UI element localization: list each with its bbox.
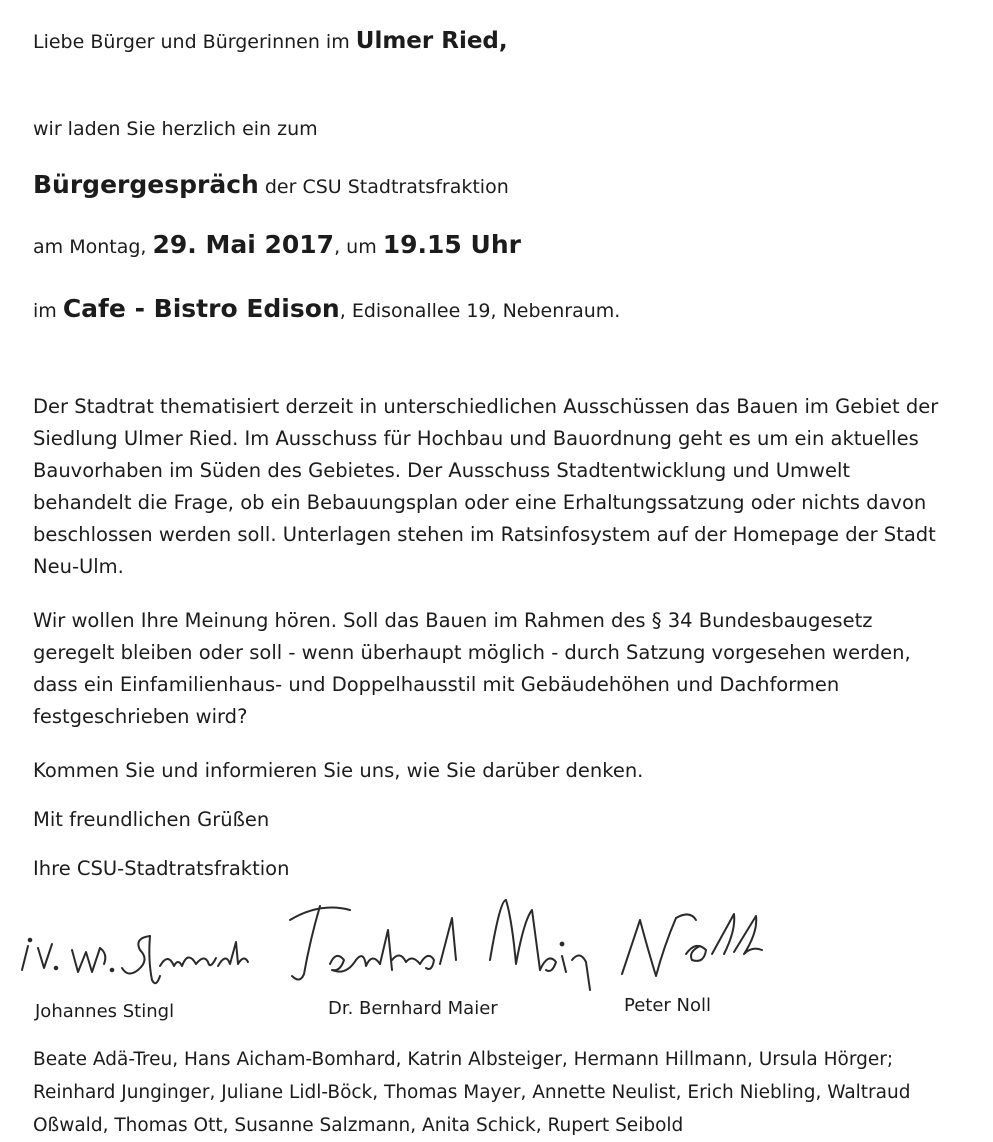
paragraph-1-line: Bauvorhaben im Süden des Gebietes. Der Ausschuss Stadtentwicklung und Umwelt — [33, 459, 851, 482]
members-line: Oßwald, Thomas Ott, Susanne Salzmann, Anita Schick, Rupert Seibold — [33, 1115, 684, 1136]
paragraph-2 — [33, 605, 911, 733]
event-time: 19.15 Uhr — [382, 230, 521, 259]
signatory-name: Dr. Bernhard Maier — [328, 998, 498, 1019]
signature-osswald — [22, 936, 248, 983]
members-line: Beate Adä-Treu, Hans Aicham-Bomhard, Katrin Albsteiger, Hermann Hillmann, Ursula Hörger; — [33, 1049, 894, 1070]
paragraph-1-line: behandelt die Frage, ob ein Bebauungsplan oder eine Erhaltungssatzung oder nichts davon — [33, 491, 927, 514]
signatures-graphic — [0, 880, 993, 1010]
event-rest: der CSU Stadtratsfraktion — [258, 176, 509, 198]
paragraph-1 — [33, 391, 938, 583]
greeting-prefix: Liebe Bürger und Bürgerinnen im — [33, 31, 356, 53]
members-list — [33, 1043, 910, 1142]
signature-maier — [290, 900, 590, 990]
event-line — [33, 170, 509, 199]
paragraph-2-line: dass ein Einfamilienhaus- und Doppelhausstil mit Gebäudehöhen und Dachformen — [33, 673, 840, 696]
members-line: Reinhard Junginger, Juliane Lidl-Böck, Thomas Mayer, Annette Neulist, Erich Niebling, Waltraud — [33, 1082, 911, 1103]
paragraph-2-line: festgeschrieben wird? — [33, 705, 248, 728]
venue-rest: , Edisonallee 19, Nebenraum. — [339, 300, 621, 322]
greeting-suffix: , — [498, 28, 508, 54]
greeting-line — [33, 28, 508, 54]
closing-invite: Kommen Sie und informieren Sie uns, wie Sie darüber denken. — [33, 759, 644, 782]
signatory-name: Peter Noll — [624, 995, 712, 1016]
paragraph-2-line: Wir wollen Ihre Meinung hören. Soll das Bauen im Rahmen des § 34 Bundesbaugesetz — [33, 609, 873, 632]
event-title: Bürgergespräch — [33, 170, 259, 199]
closing-sender: Ihre CSU-Stadtratsfraktion — [33, 857, 290, 880]
date-line — [33, 230, 521, 259]
venue-line — [33, 294, 620, 323]
paragraph-1-line: Neu-Ulm. — [33, 555, 124, 578]
paragraph-1-line: beschlossen werden soll. Unterlagen stehen im Ratsinfosystem auf der Homepage der Stadt — [33, 523, 936, 546]
closing-regards: Mit freundlichen Grüßen — [33, 808, 270, 831]
signature-noll — [622, 914, 762, 976]
date-prefix: am Montag, — [33, 236, 153, 258]
paragraph-1-line: Siedlung Ulmer Ried. Im Ausschuss für Hochbau und Bauordnung geht es um ein aktuelles — [33, 427, 919, 450]
greeting-place: Ulmer Ried — [355, 28, 499, 54]
signatory-name: Johannes Stingl — [35, 1001, 175, 1022]
venue-name: Cafe - Bistro Edison — [62, 294, 340, 323]
paragraph-2-line: geregelt bleiben oder soll - wenn überhaupt möglich - durch Satzung vorgesehen werden, — [33, 641, 911, 664]
invite-intro: wir laden Sie herzlich ein zum — [33, 118, 318, 140]
paragraph-1-line: Der Stadtrat thematisiert derzeit in unterschiedlichen Ausschüssen das Bauen im Gebiet der — [33, 395, 939, 418]
time-prefix: , um — [334, 236, 383, 258]
venue-prefix: im — [33, 300, 63, 322]
event-date: 29. Mai 2017 — [152, 230, 335, 259]
